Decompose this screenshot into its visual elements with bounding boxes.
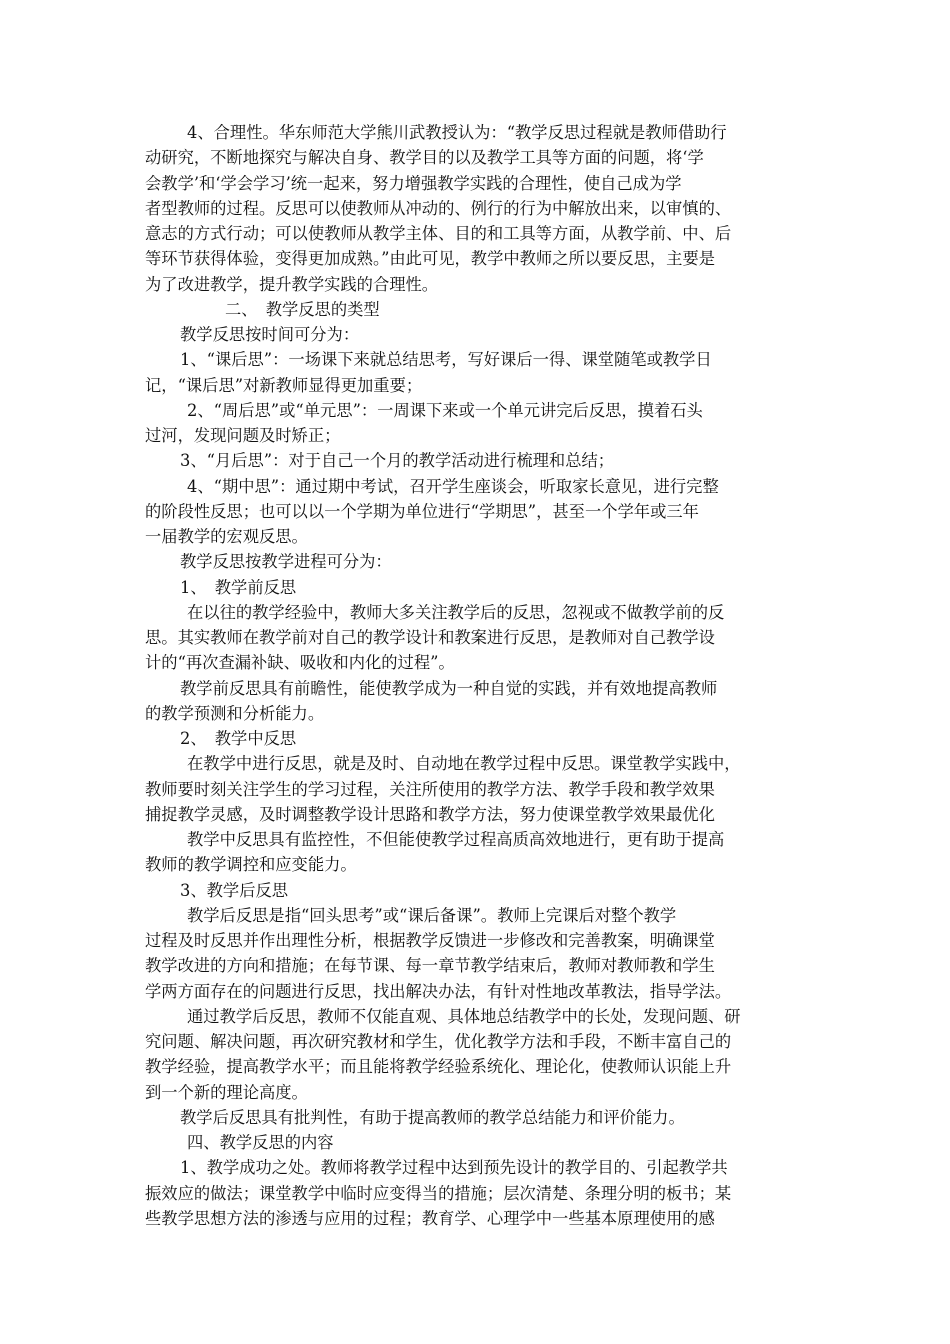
- text-line: 教学改进的方向和措施；在每节课、每一章节教学结束后，教师对教师教和学生: [145, 956, 715, 976]
- text-line: 在教学中进行反思，就是及时、自动地在教学过程中反思。课堂教学实践中，: [187, 754, 741, 774]
- text-line: 到一个新的理论高度。: [145, 1082, 308, 1102]
- text-line: 会教学’和‘学会学习’统一起来，努力增强教学实践的合理性，使自己成为学: [145, 173, 682, 193]
- text-line: 究问题、解决问题，再次研究教材和学生，优化教学方法和手段，不断丰富自己的: [145, 1032, 732, 1051]
- text-line: 4、合理性。华东师范大学熊川武教授认为：“教学反思过程就是教师借助行: [187, 123, 727, 142]
- text-line: 1、 教学前反思: [180, 577, 297, 597]
- text-line: 为了改进教学，提升教学实践的合理性。: [145, 274, 439, 294]
- text-line: 2、 教学中反思: [180, 729, 297, 748]
- text-line: 的教学预测和分析能力。: [145, 703, 325, 723]
- text-line: 计的“再次查漏补缺、吸收和内化的过程”。: [145, 653, 455, 673]
- text-line: 等环节获得体验，变得更加成熟。”由此可见，教学中教师之所以要反思，主要是: [145, 249, 716, 269]
- text-line: 通过教学后反思，教师不仅能直观、具体地总结教学中的长处，发现问题、研: [187, 1006, 741, 1026]
- text-line: 动研究，不断地探究与解决自身、教学目的以及教学工具等方面的问题，将‘学: [145, 148, 704, 168]
- text-line: 二、 教学反思的类型: [225, 299, 380, 319]
- text-line: 些教学思想方法的渗透与应用的过程；教育学、心理学中一些基本原理使用的感: [145, 1208, 715, 1228]
- document-body: [145, 120, 808, 1231]
- text-line: 过河，发现问题及时矫正；: [145, 426, 341, 445]
- text-line: 教学前反思具有前瞻性，能使教学成为一种自觉的实践，并有效地提高教师: [180, 678, 718, 698]
- text-line: 教学后反思是指“回头思考”或“课后备课”。教师上完课后对整个教学: [187, 905, 677, 925]
- text-line: 4、“期中思”：通过期中考试，召开学生座谈会，听取家长意见，进行完整: [187, 476, 719, 496]
- text-line: 3、教学后反思: [180, 880, 289, 900]
- text-line: 教学经验，提高教学水平；而且能将教学经验系统化、理论化，使教师认识能上升: [145, 1057, 732, 1077]
- text-line: 3、“月后思”：对于自己一个月的教学活动进行梳理和总结；: [180, 451, 615, 471]
- text-line: 1、“课后思”：一场课下来就总结思考，写好课后一得、课堂随笔或教学日: [180, 350, 712, 370]
- text-line: 教学中反思具有监控性，不但能使教学过程高质高效地进行，更有助于提高: [187, 830, 725, 849]
- text-line: 教学后反思具有批判性，有助于提高教师的教学总结能力和评价能力。: [180, 1107, 685, 1127]
- text-line: 捕捉教学灵感，及时调整教学设计思路和教学方法，努力使课堂教学效果最优化: [145, 804, 715, 824]
- text-line: 者型教师的过程。反思可以使教师从冲动的、例行的行为中解放出来，以审慎的、: [145, 198, 732, 218]
- text-line: 记，“课后思”对新教师显得更加重要；: [145, 375, 423, 395]
- text-line: 思。其实教师在教学前对自己的教学设计和教案进行反思，是教师对自己教学设: [145, 628, 715, 647]
- text-line: 一届教学的宏观反思。: [145, 527, 308, 546]
- text-line: 学两方面存在的问题进行反思，找出解决办法，有针对性地改革教法，指导学法。: [145, 981, 732, 1001]
- text-line: 2、“周后思”或“单元思”：一周课下来或一个单元讲完后反思，摸着石头: [187, 400, 703, 420]
- text-line: 过程及时反思并作出理性分析，根据教学反馈进一步修改和完善教案，明确课堂: [145, 931, 715, 950]
- text-line: 1、教学成功之处。教师将教学过程中达到预先设计的教学目的、引起教学共: [180, 1158, 728, 1178]
- text-line: 教学反思按教学进程可分为：: [180, 552, 392, 572]
- text-line: 的阶段性反思；也可以以一个学期为单位进行“学期思”，甚至一个学年或三年: [145, 501, 699, 521]
- text-line: 意志的方式行动；可以使教师从教学主体、目的和工具等方面，从教学前、中、后: [145, 224, 732, 243]
- text-line: 教学反思按时间可分为：: [180, 325, 360, 344]
- text-line: 振效应的做法；课堂教学中临时应变得当的措施；层次清楚、条理分明的板书；某: [145, 1183, 732, 1203]
- text-line: 在以往的教学经验中，教师大多关注教学后的反思，忽视或不做教学前的反: [187, 602, 725, 622]
- text-line: 四、教学反思的内容: [187, 1133, 334, 1152]
- text-line: 教师要时刻关注学生的学习过程，关注所使用的教学方法、教学手段和教学效果: [145, 779, 715, 799]
- text-line: 教师的教学调控和应变能力。: [145, 855, 357, 875]
